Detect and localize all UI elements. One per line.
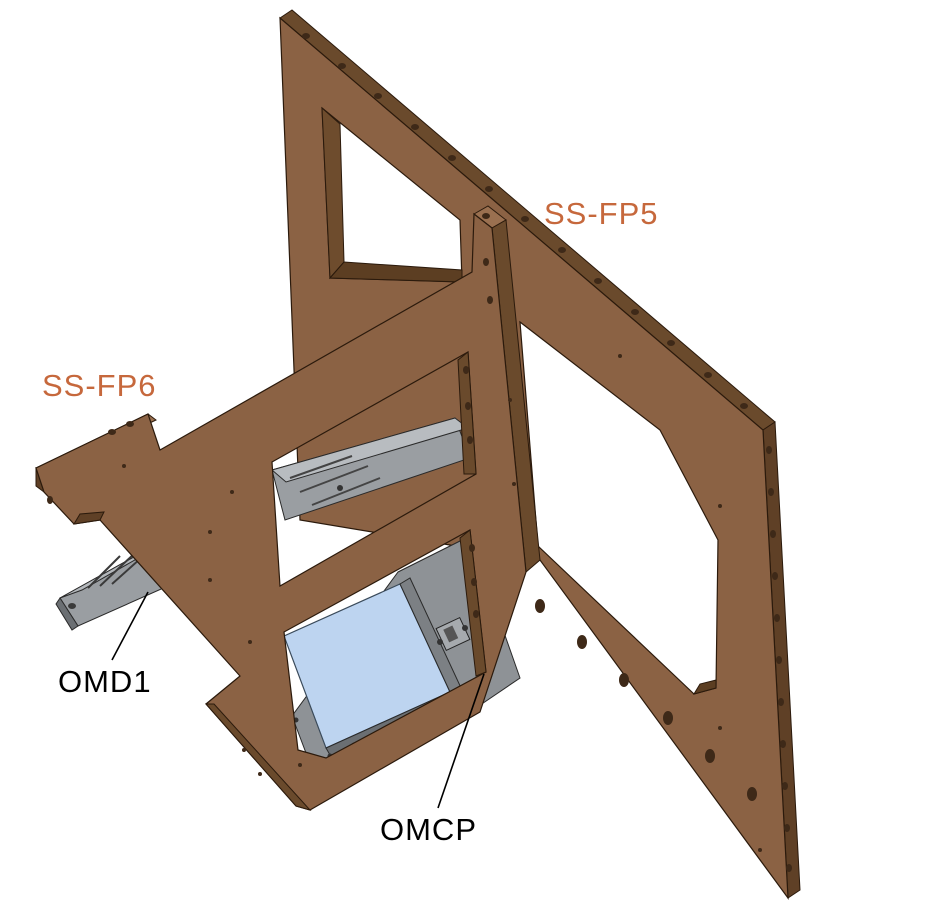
ss-fp6-face	[36, 214, 526, 810]
ss-fp5-window-bevel-bottom	[330, 262, 462, 282]
label-omd1: OMD1	[58, 664, 152, 699]
label-ss-fp6: SS-FP6	[42, 368, 157, 403]
omd1-bolt	[68, 603, 76, 609]
label-omcp: OMCP	[380, 812, 477, 847]
middle-bracket-bolt	[337, 485, 343, 491]
label-ss-fp5: SS-FP5	[544, 196, 659, 231]
